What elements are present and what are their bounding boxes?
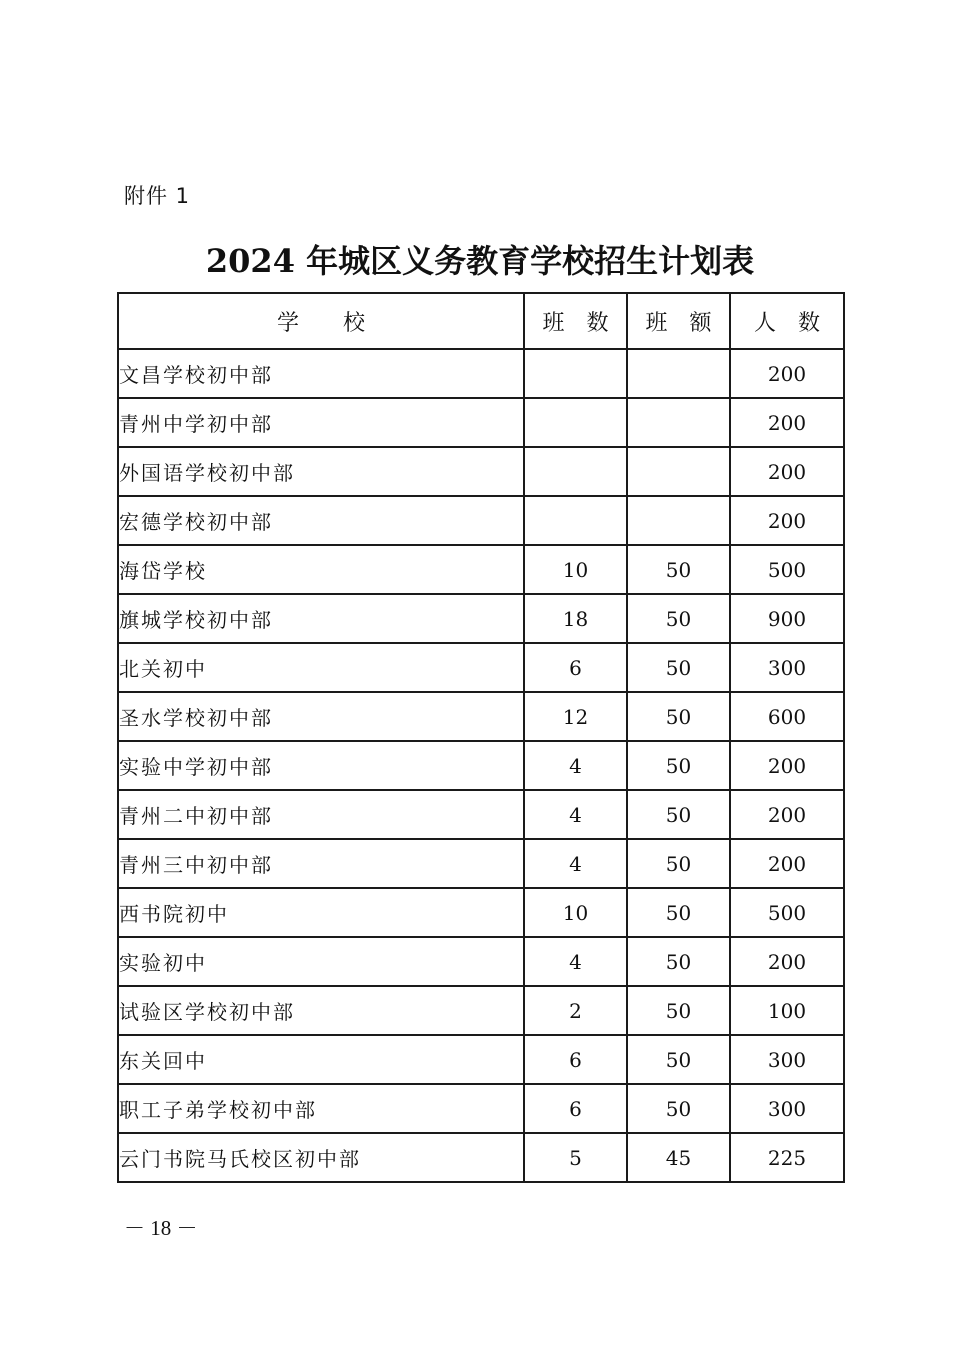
cell-classes: 6 (524, 1084, 627, 1133)
cell-school: 北关初中 (118, 643, 524, 692)
cell-school: 实验初中 (118, 937, 524, 986)
cell-school: 文昌学校初中部 (118, 349, 524, 398)
cell-students: 225 (730, 1133, 844, 1182)
cell-school: 青州三中初中部 (118, 839, 524, 888)
cell-school: 职工子弟学校初中部 (118, 1084, 524, 1133)
cell-classes (524, 398, 627, 447)
cell-classes: 6 (524, 1035, 627, 1084)
cell-class-size: 50 (627, 643, 730, 692)
table-row (118, 447, 844, 496)
cell-school: 宏德学校初中部 (118, 496, 524, 545)
cell-class-size (627, 447, 730, 496)
cell-school: 青州中学初中部 (118, 398, 524, 447)
cell-students: 200 (730, 839, 844, 888)
cell-school: 海岱学校 (118, 545, 524, 594)
table-row (118, 1084, 844, 1133)
page-number: － 18 － (124, 1216, 198, 1240)
table-row (118, 888, 844, 937)
table-row (118, 1133, 844, 1182)
cell-classes: 6 (524, 643, 627, 692)
cell-class-size: 50 (627, 986, 730, 1035)
header-classes: 班 数 (524, 293, 627, 349)
cell-students: 500 (730, 888, 844, 937)
cell-class-size: 50 (627, 839, 730, 888)
cell-school: 云门书院马氏校区初中部 (118, 1133, 524, 1182)
cell-classes (524, 349, 627, 398)
cell-school: 实验中学初中部 (118, 741, 524, 790)
cell-class-size (627, 496, 730, 545)
cell-students: 600 (730, 692, 844, 741)
table-row (118, 349, 844, 398)
header-school: 学 校 (118, 293, 524, 349)
table-row (118, 790, 844, 839)
cell-school: 旗城学校初中部 (118, 594, 524, 643)
cell-class-size: 50 (627, 790, 730, 839)
cell-students: 300 (730, 1035, 844, 1084)
cell-school: 外国语学校初中部 (118, 447, 524, 496)
cell-students: 500 (730, 545, 844, 594)
table-row (118, 545, 844, 594)
cell-classes: 10 (524, 545, 627, 594)
cell-class-size: 45 (627, 1133, 730, 1182)
cell-classes: 10 (524, 888, 627, 937)
cell-students: 300 (730, 1084, 844, 1133)
table-header-row (118, 293, 844, 349)
enrollment-plan-table (117, 292, 845, 1183)
cell-class-size: 50 (627, 888, 730, 937)
cell-students: 100 (730, 986, 844, 1035)
cell-students: 200 (730, 398, 844, 447)
cell-students: 300 (730, 643, 844, 692)
table-row (118, 496, 844, 545)
table-row (118, 398, 844, 447)
cell-students: 200 (730, 741, 844, 790)
cell-students: 200 (730, 447, 844, 496)
cell-classes: 12 (524, 692, 627, 741)
cell-class-size: 50 (627, 1035, 730, 1084)
cell-students: 900 (730, 594, 844, 643)
cell-class-size: 50 (627, 937, 730, 986)
table-row (118, 937, 844, 986)
cell-classes: 4 (524, 937, 627, 986)
cell-classes: 4 (524, 741, 627, 790)
cell-class-size (627, 398, 730, 447)
table-row (118, 741, 844, 790)
cell-students: 200 (730, 496, 844, 545)
cell-class-size: 50 (627, 1084, 730, 1133)
cell-class-size: 50 (627, 545, 730, 594)
cell-classes: 2 (524, 986, 627, 1035)
cell-school: 试验区学校初中部 (118, 986, 524, 1035)
cell-school: 东关回中 (118, 1035, 524, 1084)
table-row (118, 1035, 844, 1084)
table-row (118, 594, 844, 643)
table-row (118, 643, 844, 692)
table-row (118, 692, 844, 741)
cell-class-size: 50 (627, 594, 730, 643)
table-body (118, 349, 844, 1182)
cell-classes: 5 (524, 1133, 627, 1182)
cell-classes: 4 (524, 790, 627, 839)
cell-students: 200 (730, 349, 844, 398)
cell-school: 西书院初中 (118, 888, 524, 937)
header-students: 人 数 (730, 293, 844, 349)
cell-class-size (627, 349, 730, 398)
cell-classes: 18 (524, 594, 627, 643)
cell-students: 200 (730, 937, 844, 986)
document-title: 2024 年城区义务教育学校招生计划表 (205, 242, 755, 280)
cell-class-size: 50 (627, 741, 730, 790)
table-row (118, 986, 844, 1035)
cell-classes (524, 447, 627, 496)
cell-school: 青州二中初中部 (118, 790, 524, 839)
cell-class-size: 50 (627, 692, 730, 741)
cell-school: 圣水学校初中部 (118, 692, 524, 741)
header-class-size: 班 额 (627, 293, 730, 349)
table-row (118, 839, 844, 888)
attachment-label: 附件 1 (124, 184, 191, 208)
cell-classes (524, 496, 627, 545)
cell-classes: 4 (524, 839, 627, 888)
cell-students: 200 (730, 790, 844, 839)
